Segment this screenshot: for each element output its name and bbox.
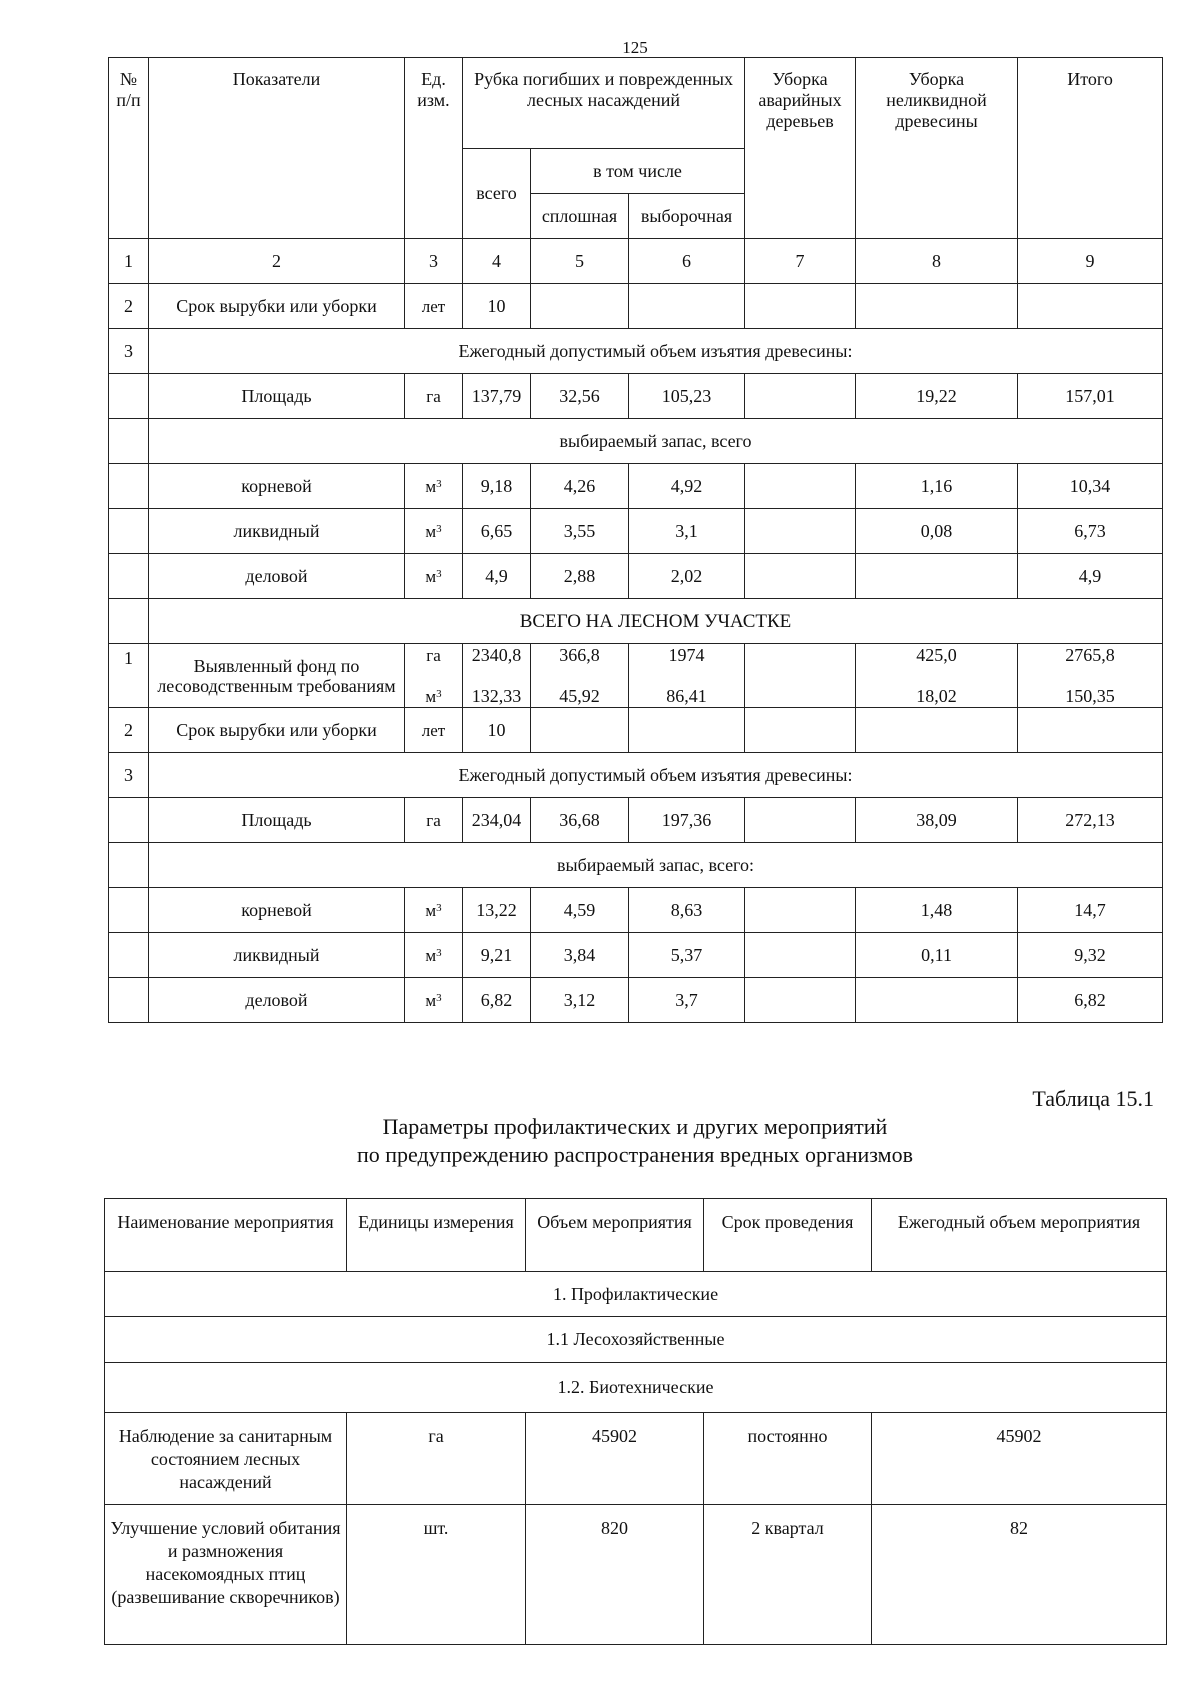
header-selective: выборочная (629, 194, 745, 239)
row-label: Срок вырубки или уборки (149, 284, 405, 329)
row-label: ликвидный (149, 509, 405, 554)
col-number: 2 (149, 239, 405, 284)
section-total-title: ВСЕГО НА ЛЕСНОМ УЧАСТКЕ (149, 599, 1163, 644)
header-total-all: всего (463, 149, 531, 239)
table-row (109, 843, 1163, 888)
row-label: ликвидный (149, 933, 405, 978)
header-unit: Единицы измерения (347, 1199, 526, 1272)
section-title: 1. Профилактические (105, 1272, 1167, 1317)
table-row: ликвидный $м^3$ 9,21 3,84 5,37 0,11 9,32 (109, 933, 1163, 978)
col-number: 5 (531, 239, 629, 284)
table-row: Улучшение условий обитания и размножения насекомоядных птиц (развешивание скворечников) шт. 820 2 квартал 82 (105, 1505, 1167, 1645)
header-unit: Ед. изм. (405, 58, 463, 239)
row-label: деловой (149, 978, 405, 1023)
pest-prevention-table (104, 1198, 1167, 1645)
header-term: Срок проведения (704, 1199, 872, 1272)
col-number: 3 (405, 239, 463, 284)
forest-felling-table (108, 57, 1163, 1023)
table-row: Площадь га 137,79 32,56 105,23 19,22 157,01 (109, 374, 1163, 419)
header-clear: сплошная (531, 194, 629, 239)
header-annual: Ежегодный объем мероприятия (872, 1199, 1167, 1272)
table-row: корневой $м^3$ 9,18 4,26 4,92 1,16 10,34 (109, 464, 1163, 509)
row-label: деловой (149, 554, 405, 599)
row-label: выбираемый запас, всего: (149, 843, 1163, 888)
row-label: Ежегодный допустимый объем изъятия древесины: (149, 753, 1163, 798)
table-row (109, 599, 1163, 644)
table-row: 3 Ежегодный допустимый объем изъятия древесины: (109, 329, 1163, 374)
header-including: в том числе (531, 149, 745, 194)
header-name: Наименование мероприятия (105, 1199, 347, 1272)
col-number: 9 (1018, 239, 1163, 284)
row-label: Срок вырубки или уборки (149, 708, 405, 753)
col-number: 1 (109, 239, 149, 284)
table-row: корневой $м^3$ 13,22 4,59 8,63 1,48 14,7 (109, 888, 1163, 933)
header-total: Итого (1018, 58, 1163, 239)
table-row: деловой $м^3$ 4,9 2,88 2,02 4,9 (109, 554, 1163, 599)
row-label: выбираемый запас, всего (149, 419, 1163, 464)
table-label: Таблица 15.1 (1032, 1086, 1154, 1111)
col-number: 7 (745, 239, 856, 284)
header-indicators: Показатели (149, 58, 405, 239)
table-title: Параметры профилактических и других мероприятий по предупреждению распространения вредных организмов (357, 1114, 913, 1167)
section-title: 1.2. Биотехнические (105, 1363, 1167, 1413)
table-row: Наблюдение за санитарным состоянием лесных насаждений га 45902 постоянно 45902 (105, 1413, 1167, 1505)
header-num: № п/п (109, 58, 149, 239)
row-label: Площадь (149, 374, 405, 419)
row-label: корневой (149, 888, 405, 933)
table-row: 3 Ежегодный допустимый объем изъятия древесины: (109, 753, 1163, 798)
table-row: 2 Срок вырубки или уборки лет 10 (109, 284, 1163, 329)
section-title: 1.1 Лесохозяйственные (105, 1317, 1167, 1363)
header-illiquid: Уборка неликвидной древесины (856, 58, 1018, 239)
table-row: Площадь га 234,04 36,68 197,36 38,09 272,13 (109, 798, 1163, 843)
row-label: Площадь (149, 798, 405, 843)
row-label: Выявленный фонд по лесоводственным требованиям (149, 644, 405, 708)
table-row: ликвидный $м^3$ 6,65 3,55 3,1 0,08 6,73 (109, 509, 1163, 554)
row-label: Ежегодный допустимый объем изъятия древесины: (149, 329, 1163, 374)
table-row (109, 419, 1163, 464)
page-number: 125 (622, 38, 648, 57)
table-row: деловой $м^3$ 6,82 3,12 3,7 6,82 (109, 978, 1163, 1023)
col-number: 8 (856, 239, 1018, 284)
header-emergency: Уборка аварийных деревьев (745, 58, 856, 239)
table-row: 2 Срок вырубки или уборки лет 10 (109, 708, 1163, 753)
header-volume: Объем мероприятия (526, 1199, 704, 1272)
header-felling: Рубка погибших и поврежденных лесных насаждений (463, 58, 745, 149)
col-number: 4 (463, 239, 531, 284)
table-row: 1 Выявленный фонд по лесоводственным требованиям га $м^3$ 2340,8 132,33 366,8 45,92 1974 86,41 425,0 18,02 2765,8 150,35 (109, 644, 1163, 708)
col-number: 6 (629, 239, 745, 284)
row-label: корневой (149, 464, 405, 509)
